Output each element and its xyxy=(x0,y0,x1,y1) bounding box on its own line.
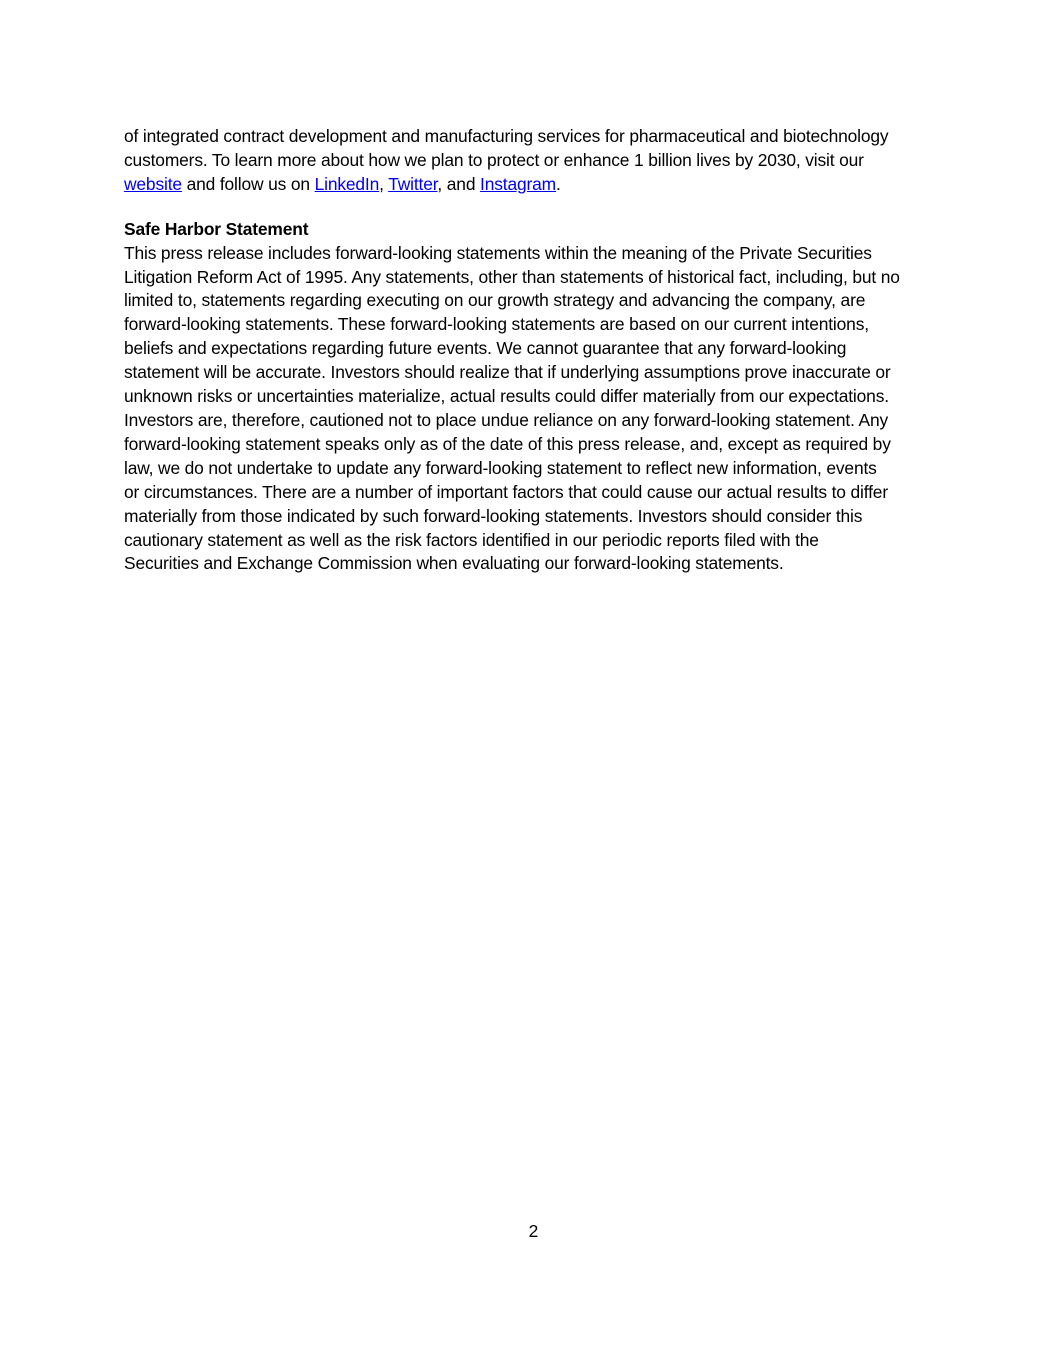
safe-harbor-line: limited to, statements regarding executing on our growth strategy and advancing the company, are xyxy=(124,290,866,311)
safe-harbor-line: unknown risks or uncertainties materialize, actual results could differ materially from our expectations. xyxy=(124,386,889,407)
safe-harbor-line: statement will be accurate. Investors should realize that if underlying assumptions prove inaccurate or xyxy=(124,362,891,383)
page-content xyxy=(124,125,946,576)
safe-harbor-line: Securities and Exchange Commission when evaluating our forward-looking statements. xyxy=(124,553,784,574)
safe-harbor-line: Investors are, therefore, cautioned not to place undue reliance on any forward-looking statement. Any xyxy=(124,409,889,430)
paragraph-gap xyxy=(124,197,946,218)
intro-text: and follow us on xyxy=(181,173,315,194)
intro-links-line xyxy=(124,173,946,197)
intro-line: of integrated contract development and manufacturing services for pharmaceutical and biotechnology xyxy=(124,126,889,146)
safe-harbor-line: materially from those indicated by such forward-looking statements. Investors should consider this xyxy=(124,505,863,526)
safe-harbor-section xyxy=(124,218,946,577)
safe-harbor-line: Litigation Reform Act of 1995. Any statements, other than statements of historical fact, including, but no xyxy=(124,266,900,287)
safe-harbor-line: cautionary statement as well as the risk factors identified in our periodic reports filed with the xyxy=(124,529,819,550)
safe-harbor-line: law, we do not undertake to update any forward-looking statement to reflect new information, events xyxy=(124,457,877,478)
intro-separator: , xyxy=(379,173,389,194)
safe-harbor-line: forward-looking statement speaks only as of the date of this press release, and, except as required by xyxy=(124,433,891,454)
safe-harbor-line: or circumstances. There are a number of important factors that could cause our actual results to differ xyxy=(124,481,888,502)
page-number: 2 xyxy=(528,1221,539,1241)
intro-line: customers. To learn more about how we plan to protect or enhance 1 billion lives by 2030, visit our xyxy=(124,149,864,170)
safe-harbor-line: This press release includes forward-looking statements within the meaning of the Private Securities xyxy=(124,242,872,263)
safe-harbor-line: beliefs and expectations regarding future events. We cannot guarantee that any forward-looking xyxy=(124,338,847,359)
linkedin-link[interactable]: LinkedIn xyxy=(314,173,380,194)
safe-harbor-line: forward-looking statements. These forward-looking statements are based on our current intentions, xyxy=(124,314,869,335)
safe-harbor-heading: Safe Harbor Statement xyxy=(124,218,309,239)
instagram-link[interactable]: Instagram xyxy=(480,173,557,194)
twitter-link[interactable]: Twitter xyxy=(388,173,438,194)
intro-period: . xyxy=(556,173,561,194)
intro-paragraph xyxy=(124,125,946,197)
website-link[interactable]: website xyxy=(124,173,182,194)
intro-separator: , and xyxy=(437,173,481,194)
